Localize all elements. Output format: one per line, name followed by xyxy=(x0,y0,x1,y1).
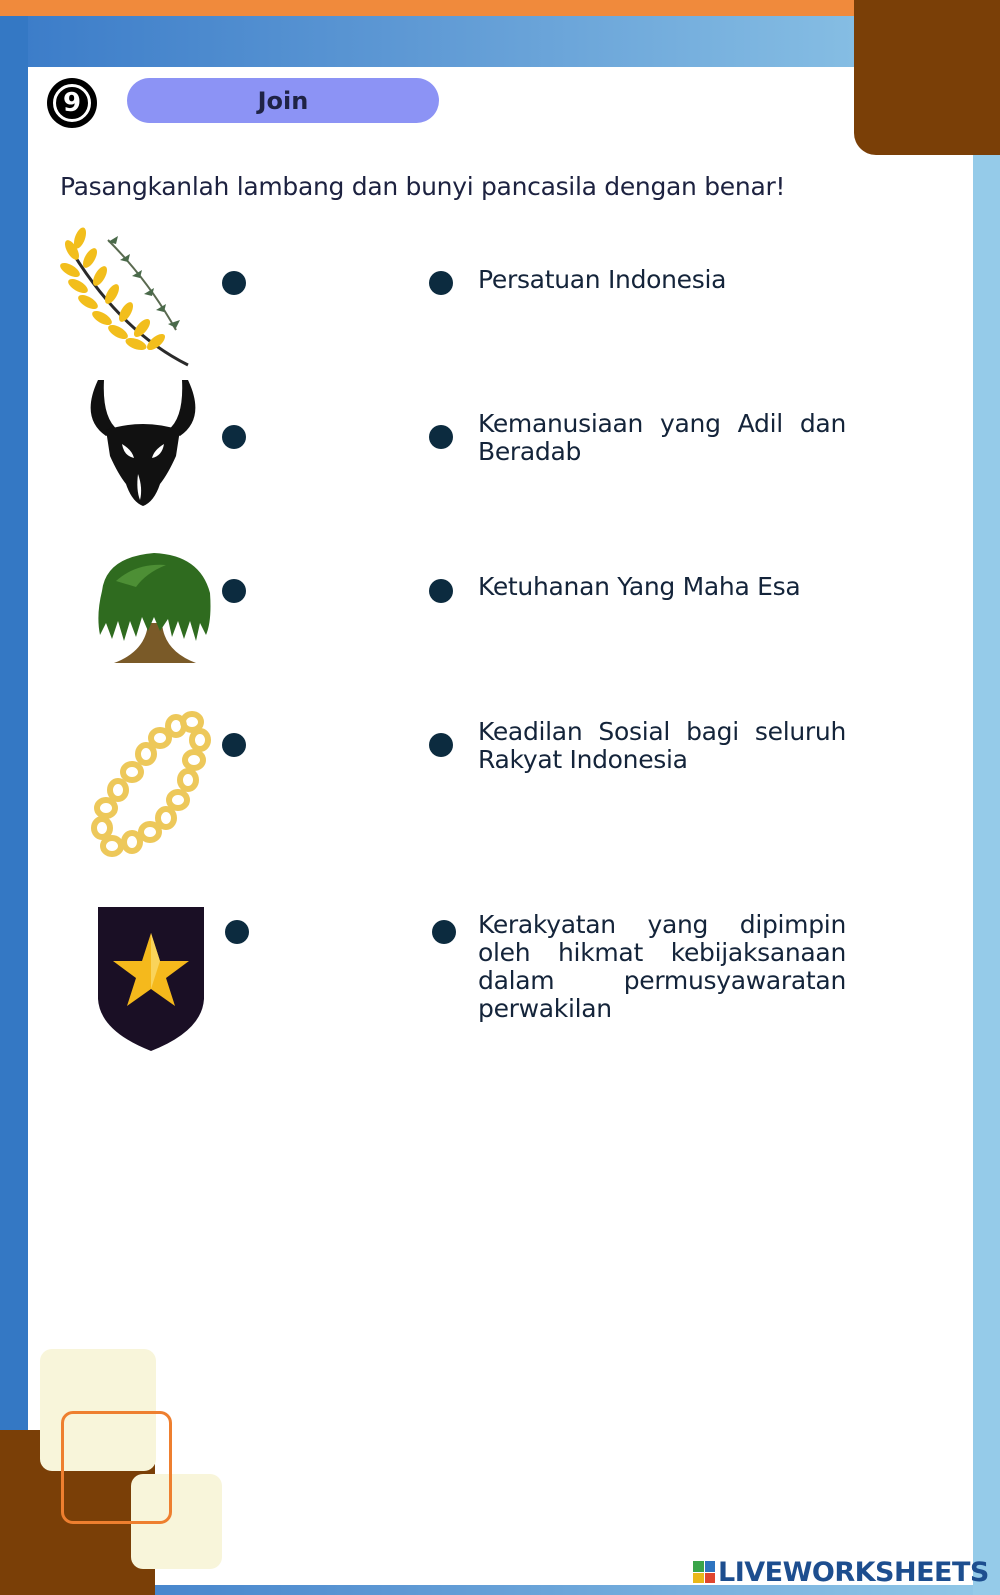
padi-kapas-icon xyxy=(58,220,193,370)
answer-connector-dot[interactable] xyxy=(429,733,453,757)
left-border xyxy=(0,16,28,1595)
top-stripe xyxy=(0,0,1000,16)
liveworksheets-logo xyxy=(693,1555,993,1589)
answer-connector-dot[interactable] xyxy=(432,920,456,944)
rantai-icon xyxy=(90,708,215,860)
question-number-badge xyxy=(47,78,97,128)
answer-text-3: Ketuhanan Yang Maha Esa xyxy=(478,572,801,601)
answer-text-1: Persatuan Indonesia xyxy=(478,265,727,294)
decorative-outline-square xyxy=(61,1411,172,1524)
symbol-connector-dot[interactable] xyxy=(222,271,246,295)
answer-text-5: Kerakyatan yang dipimpin oleh hikmat kebijaksanaan dalam permusyawaratan perwakilan xyxy=(478,910,846,1023)
answer-connector-dot[interactable] xyxy=(429,425,453,449)
symbol-connector-dot[interactable] xyxy=(222,733,246,757)
instruction-text: Pasangkanlah lambang dan bunyi pancasila dengan benar! xyxy=(60,172,786,201)
question-number: 9 xyxy=(53,84,91,122)
right-border xyxy=(973,16,1000,1595)
answer-text-4: Keadilan Sosial bagi seluruh Rakyat Indonesia xyxy=(478,717,846,774)
answer-text-2: Kemanusiaan yang Adil dan Beradab xyxy=(478,409,846,466)
kepala-banteng-icon xyxy=(84,378,202,513)
answer-connector-dot[interactable] xyxy=(429,271,453,295)
pohon-beringin-icon xyxy=(96,551,214,666)
corner-decoration-top-right xyxy=(854,0,1000,155)
symbol-connector-dot[interactable] xyxy=(222,579,246,603)
brand-name: LIVEWORKSHEETS xyxy=(718,1556,989,1588)
liveworksheets-logo-icon xyxy=(693,1561,715,1583)
symbol-connector-dot[interactable] xyxy=(225,920,249,944)
question-type-label: Join xyxy=(127,78,439,123)
symbol-connector-dot[interactable] xyxy=(222,425,246,449)
bintang-icon xyxy=(98,907,204,1051)
answer-connector-dot[interactable] xyxy=(429,579,453,603)
